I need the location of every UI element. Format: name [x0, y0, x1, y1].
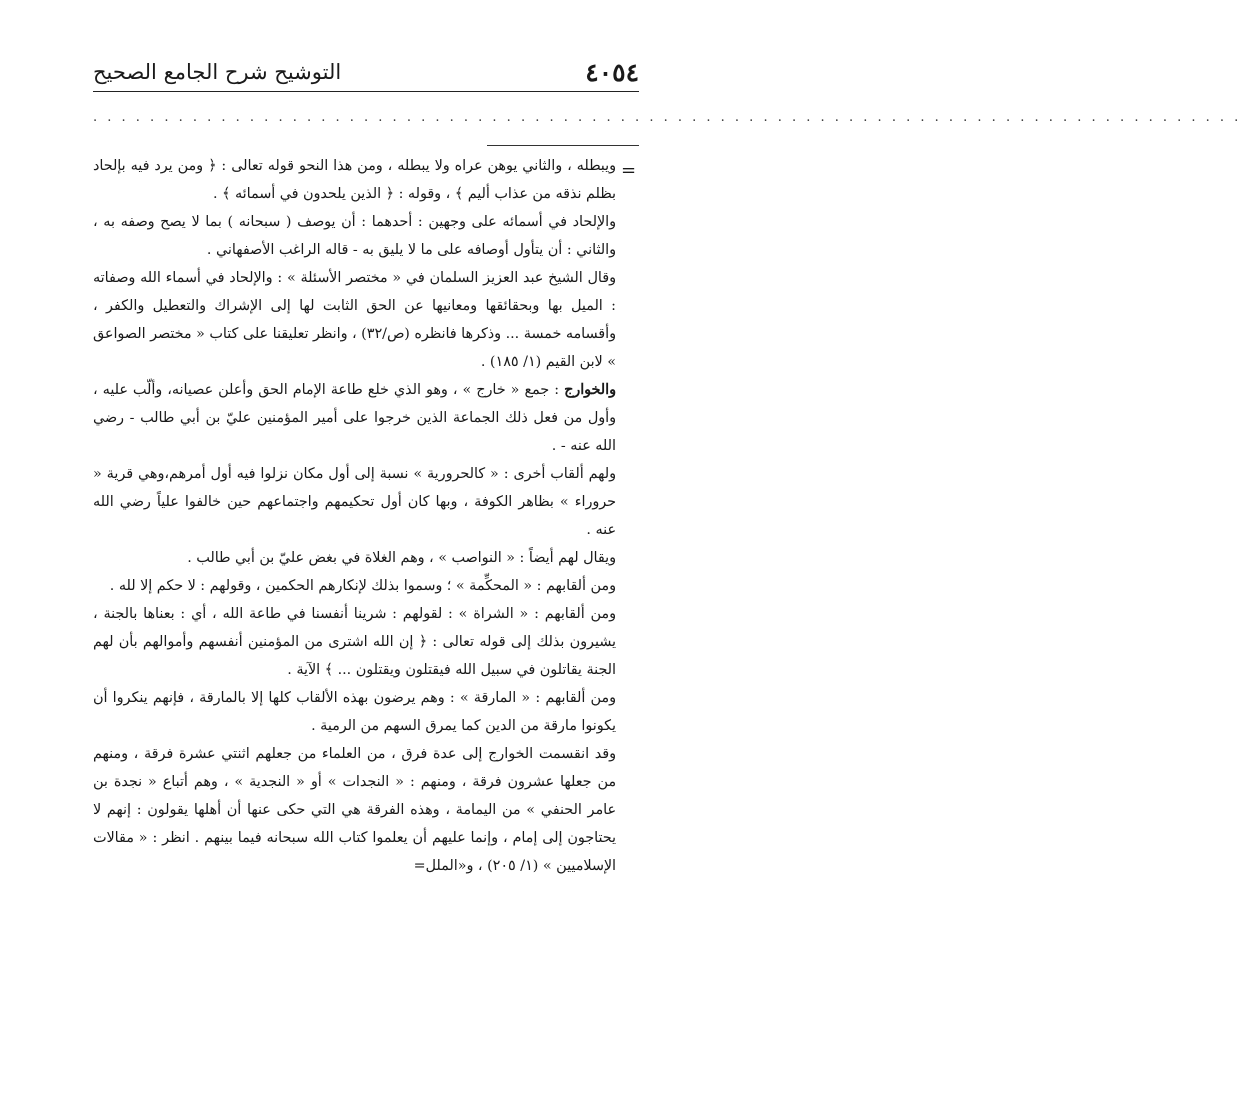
paragraph: ويقال لهم أيضاً : « النواصب » ، وهم الغلاة في بغض عليّ بن أبي طالب . [187, 550, 616, 566]
separator-dots: . . . . . . . . . . . . . . . . . . . . . . . . . . . . . . . . . . . . . . . . . . . . . . . . . . . . . . . . . . . . . . . . . . . . . . . . . . . . . . . . . [93, 110, 1241, 125]
paragraph: ويبطله ، والثاني يوهن عراه ولا يبطله ، ومن هذا النحو قوله تعالى : ﴿ ومن يرد فيه بإلحاد بظلم نذقه من عذاب أليم ﴾ ، وقوله : ﴿ الذين يلحدون في أسمائه ﴾ . [93, 158, 616, 202]
footnote-rule [487, 145, 639, 146]
header-rule [93, 91, 639, 92]
paragraph: ومن ألقابهم : « المحكِّمة » ؛ وسموا بذلك لإنكارهم الحكمين ، وقولهم : لا حكم إلا لله . [109, 578, 616, 594]
paragraph: وقال الشيخ عبد العزيز السلمان في « مختصر الأسئلة » : والإلحاد في أسماء الله وصفاته : الميل بها وبحقائقها ومعانيها عن الحق الثابت لها إلى الإشراك والتعطيل والكفر ، وأقسامه خمسة ... وذكرها فانظره (ص/٣٢) ، وانظر تعليقنا على كتاب « مختصر الصواعق » لابن القيم (١/ ١٨٥) . [93, 270, 616, 370]
paragraph: ومن ألقابهم : « المارقة » : وهم يرضون بهذه الألقاب كلها إلا بالمارقة ، فإنهم ينكروا أن يكونوا مارقة من الدين كما يمرق السهم من الرمية . [93, 690, 616, 734]
page-header [93, 58, 639, 92]
paragraph: وقد انقسمت الخوارج إلى عدة فرق ، من العلماء من جعلهم اثنتي عشرة فرقة ، ومنهم من جعلها عشرون فرقة ، ومنهم : « النجدات » أو « النجدية » ، وهم أتباع « نجدة بن عامر الحنفي » من اليمامة ، وهذه الفرقة هي التي حكى عنها أن أهلها يقولون : إنهم لا يحتاجون إلى إمام ، وإنما عليهم أن يعلموا كتاب الله سبحانه فيما بينهم . انظر : « مقالات الإسلاميين » (١/ ٢٠٥) ، و«الملل= [93, 746, 616, 874]
paragraph-body: جمع « خارج » ، وهو الذي خلع طاعة الإمام الحق وأعلن عصيانه، وألّب عليه ، وأول من فعل ذلك الجماعة الذين خرجوا على أمير المؤمنين عليّ بن أبي طالب - رضي الله عنه - . [93, 382, 616, 454]
page-number: ٤٠٥٤ [585, 58, 639, 87]
continuation-mark: = [621, 160, 637, 181]
running-title: التوشيح شرح الجامع الصحيح [93, 60, 342, 84]
paragraph-khawarij: والخوارج : جمع « خارج » ، وهو الذي خلع طاعة الإمام الحق وأعلن عصيانه، وألّب عليه ، وأول من فعل ذلك الجماعة الذين خرجوا على أمير المؤمنين عليّ بن أبي طالب - رضي الله عنه - . [93, 382, 617, 454]
khawarij-heading: والخوارج [564, 382, 617, 398]
footnote-text [93, 152, 616, 880]
paragraph: ولهم ألقاب أخرى : « كالحرورية » نسبة إلى أول مكان نزلوا فيه أول أمرهم،وهي قرية « حروراء » بظاهر الكوفة ، وبها كان أول تحكيمهم واجتماعهم حين خالفوا علياً رضي الله عنه . [93, 466, 616, 538]
paragraph: ومن ألقابهم : « الشراة » : لقولهم : شرينا أنفسنا في طاعة الله ، أي : بعناها بالجنة ، يشيرون بذلك إلى قوله تعالى : ﴿ إن الله اشترى من المؤمنين أنفسهم وأموالهم بأن لهم الجنة يقاتلون في سبيل الله فيقتلون ويقتلون ... ﴾ الآية . [93, 606, 616, 678]
paragraph: والإلحاد في أسمائه على وجهين : أحدهما : أن يوصف ( سبحانه ) بما لا يصح وصفه به ، والثاني : أن يتأول أوصافه على ما لا يليق به - قاله الراغب الأصفهاني . [93, 214, 616, 258]
